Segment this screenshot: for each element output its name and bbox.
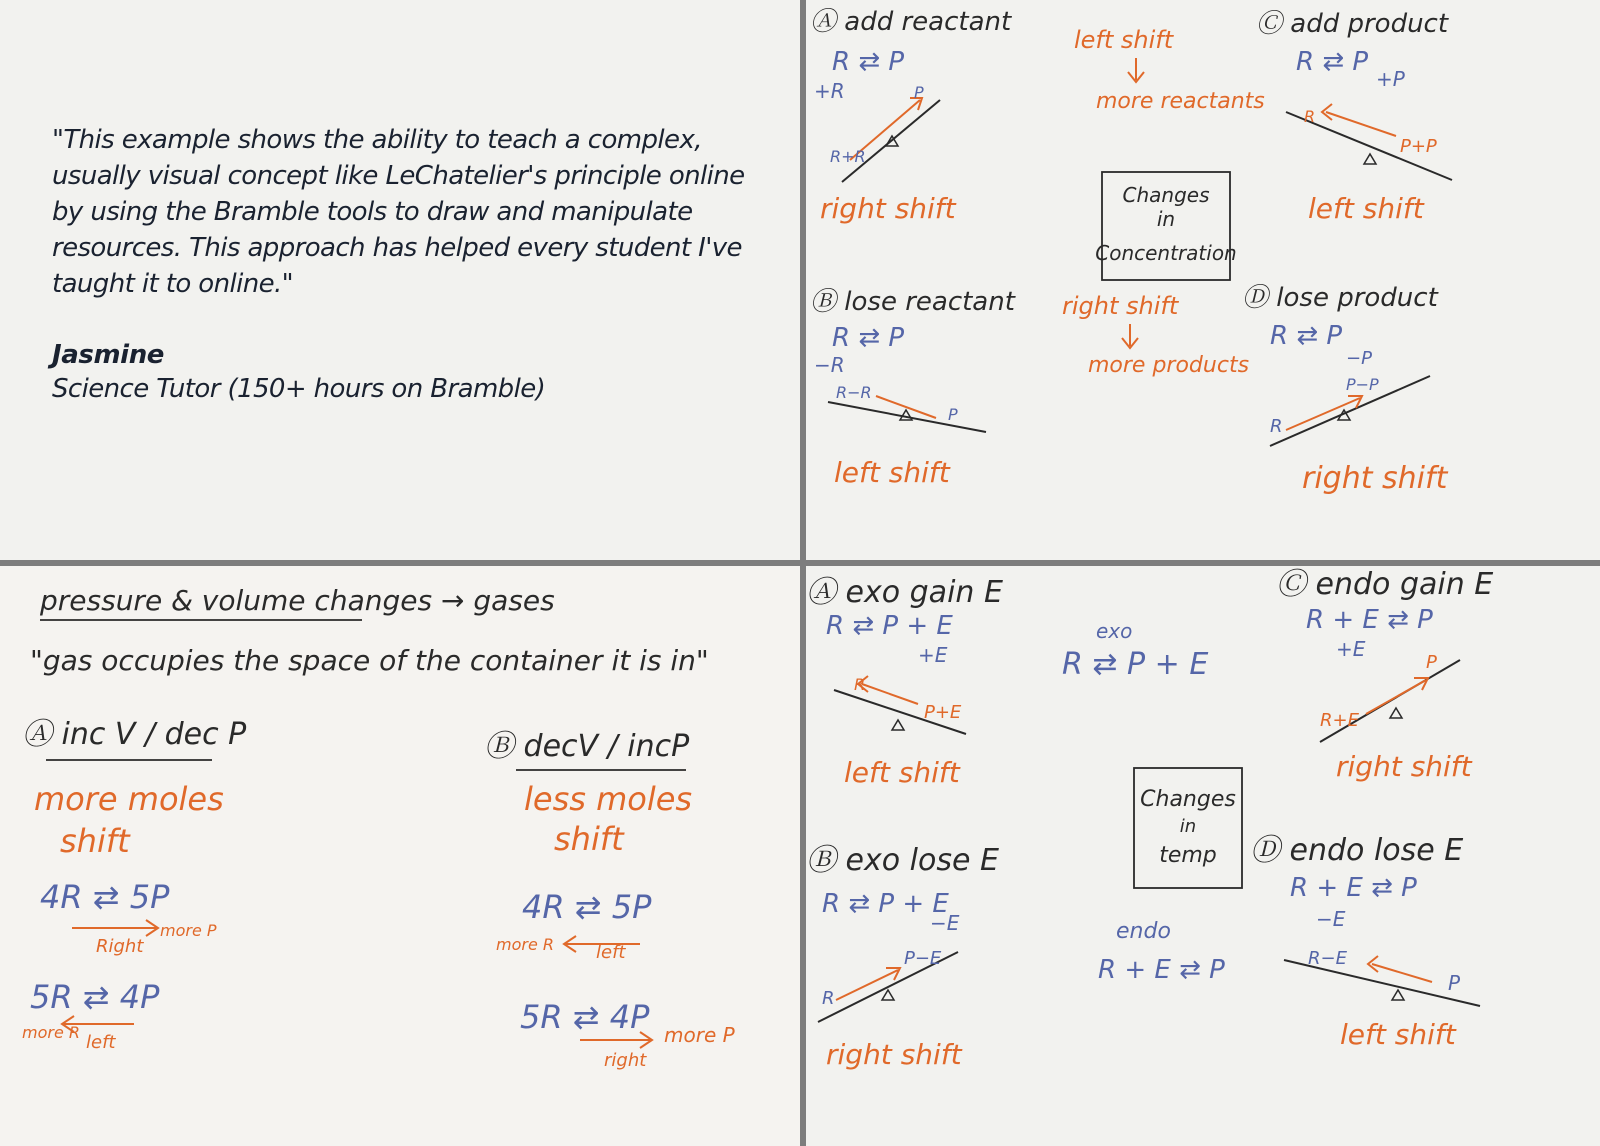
case-a-right-end: P — [914, 83, 924, 102]
pressure-drawing — [0, 566, 800, 1146]
note-more-reactants: more reactants — [1096, 89, 1265, 114]
case-b-change: −R — [814, 353, 845, 377]
center-box-line1: Changes — [1122, 183, 1210, 207]
temp-box-line1: Changes — [1140, 787, 1236, 812]
temp-c-fulcrum — [1390, 708, 1402, 718]
temp-box-line2: in — [1179, 816, 1197, 837]
pressure-b-eq1-note: more R — [496, 935, 554, 954]
temp-c-right-end: P — [1426, 652, 1437, 673]
case-d-left-end: R — [1270, 416, 1283, 437]
pressure-b-label: Ⓑ decV / incP — [484, 729, 690, 764]
pressure-title: pressure & volume changes → gases — [40, 584, 555, 617]
temp-b-equation: R ⇄ P + E — [822, 889, 949, 919]
temp-d-fulcrum — [1392, 990, 1404, 1000]
case-a-result: right shift — [820, 192, 956, 225]
pressure-b-line1: less moles — [524, 780, 693, 818]
temp-a-left-end: R — [854, 675, 866, 694]
testimonial-panel — [0, 0, 800, 560]
temp-b-right-end: P−E — [904, 948, 942, 969]
center-box-line2: in — [1156, 207, 1176, 231]
testimonial-author: Jasmine — [52, 340, 165, 370]
temp-a-right-end: P+E — [924, 702, 962, 723]
temp-c-equation: R + E ⇄ P — [1306, 605, 1433, 635]
case-b-result: left shift — [834, 456, 950, 489]
pressure-b-eq1-dir: left — [596, 942, 626, 963]
pressure-a-line1: more moles — [34, 780, 224, 818]
pressure-a-eq2-note: more R — [22, 1023, 80, 1042]
temp-d-label: Ⓓ endo lose E — [1250, 833, 1464, 868]
concentration-whiteboard — [806, 0, 1600, 560]
temp-c-change: +E — [1336, 637, 1366, 661]
temp-b-left-end: R — [822, 988, 835, 1009]
pressure-a-eq1-note: more P — [160, 921, 217, 940]
concentration-drawing — [806, 0, 1600, 560]
case-a-seesaw — [842, 100, 940, 182]
pressure-b-eq2-dir: right — [604, 1050, 647, 1071]
endo-note-label: endo — [1116, 919, 1171, 944]
temp-b-arrow — [836, 970, 898, 1000]
temp-a-equation: R ⇄ P + E — [826, 611, 953, 641]
endo-note-equation: R + E ⇄ P — [1098, 955, 1225, 985]
pressure-a-eq2-dir: left — [86, 1032, 116, 1053]
temp-d-right-end: P — [1448, 971, 1461, 995]
temp-b-fulcrum — [882, 990, 894, 1000]
pressure-a-eq2: 5R ⇄ 4P — [30, 978, 160, 1016]
temp-b-label: Ⓑ exo lose E — [806, 843, 999, 878]
temp-a-change: +E — [918, 643, 948, 667]
case-a-equation: R ⇄ P — [832, 47, 905, 77]
pressure-b-eq2-note: more P — [664, 1023, 735, 1047]
temp-c-left-end: R+E — [1320, 710, 1359, 731]
case-b-left-end: R−R — [836, 383, 872, 402]
case-a-change: +R — [814, 79, 845, 103]
temp-a-label: Ⓐ exo gain E — [806, 575, 1003, 610]
temp-d-left-end: R−E — [1308, 948, 1347, 969]
pressure-b-eq1: 4R ⇄ 5P — [522, 888, 652, 926]
case-d-result: right shift — [1302, 461, 1448, 496]
case-a-left-end: R+R — [830, 147, 866, 166]
case-c-label: Ⓒ add product — [1256, 9, 1449, 39]
note-left-shift: left shift — [1074, 26, 1174, 54]
pressure-a-eq1-dir: Right — [96, 936, 144, 957]
temperature-whiteboard — [806, 566, 1600, 1146]
case-c-equation: R ⇄ P — [1296, 47, 1369, 77]
case-b-arrow — [876, 396, 936, 418]
temp-d-equation: R + E ⇄ P — [1290, 873, 1417, 903]
temp-b-change: −E — [930, 911, 960, 935]
temp-c-result: right shift — [1336, 750, 1472, 783]
temp-a-arrow — [862, 684, 918, 704]
exo-note-label: exo — [1096, 619, 1133, 643]
case-c-left-end: R — [1304, 107, 1316, 126]
case-b-equation: R ⇄ P — [832, 323, 905, 353]
case-d-arrow — [1286, 398, 1360, 430]
case-d-change: −P — [1346, 348, 1372, 369]
temp-d-result: left shift — [1340, 1018, 1456, 1051]
note-more-products: more products — [1088, 353, 1250, 378]
pressure-a-line2: shift — [60, 822, 130, 860]
case-b-right-end: P — [948, 405, 958, 424]
pressure-b-line2: shift — [554, 820, 624, 858]
temperature-drawing — [806, 566, 1600, 1146]
case-c-right-end: P+P — [1400, 136, 1437, 157]
case-b-label: Ⓑ lose reactant — [810, 287, 1015, 317]
case-c-fulcrum — [1364, 154, 1376, 164]
exo-note-equation: R ⇄ P + E — [1062, 647, 1209, 682]
temp-box-line3: temp — [1159, 843, 1217, 868]
note-right-shift: right shift — [1062, 292, 1179, 320]
testimonial-quote: "This example shows the ability to teach a complex, usually visual concept like LeChatelier's principle online by using the Bramble tools to draw and manipulate resources. This approach has helped every student I've taught it to online." — [52, 125, 745, 299]
temp-b-result: right shift — [826, 1038, 962, 1071]
case-c-change: +P — [1376, 67, 1405, 91]
pressure-whiteboard — [0, 566, 800, 1146]
case-d-label: Ⓓ lose product — [1242, 283, 1438, 313]
case-d-equation: R ⇄ P — [1270, 321, 1343, 351]
pressure-a-eq1: 4R ⇄ 5P — [40, 878, 170, 916]
center-box-line3: Concentration — [1095, 241, 1237, 265]
case-c-result: left shift — [1308, 192, 1424, 225]
testimonial — [52, 122, 752, 404]
case-a-label: Ⓐ add reactant — [810, 7, 1012, 37]
temp-d-arrow — [1372, 964, 1432, 982]
temp-c-label: Ⓒ endo gain E — [1276, 567, 1494, 602]
testimonial-role: Science Tutor (150+ hours on Bramble) — [52, 374, 546, 404]
pressure-subtitle: "gas occupies the space of the container it is in" — [30, 644, 709, 677]
case-d-right-end: P−P — [1346, 375, 1379, 394]
temp-a-result: left shift — [844, 756, 960, 789]
temp-a-fulcrum — [892, 720, 904, 730]
temp-d-change: −E — [1316, 907, 1346, 931]
pressure-b-eq2: 5R ⇄ 4P — [520, 998, 650, 1036]
pressure-a-label: Ⓐ inc V / dec P — [22, 717, 247, 752]
